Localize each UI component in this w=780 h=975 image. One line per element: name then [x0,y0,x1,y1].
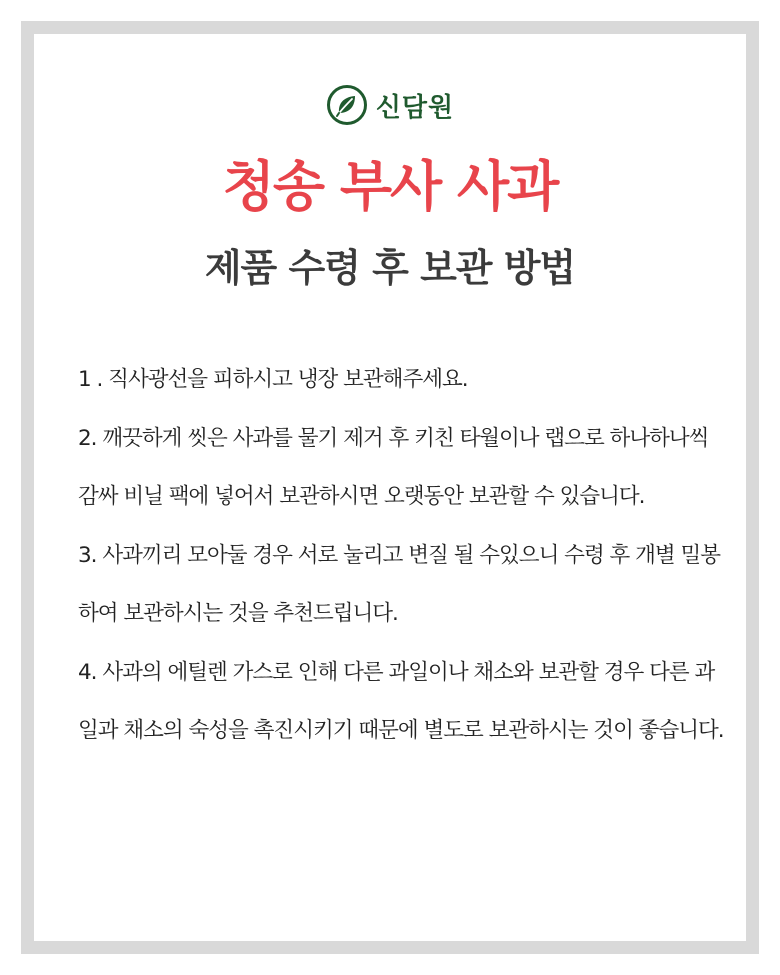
brand-name: 신담원 [375,92,455,123]
leaf-circle-icon [326,84,368,126]
instruction-item-2: 2. 깨끗하게 씻은 사과를 물기 제거 후 키친 타월이나 랩으로 하나하나씩 감싸 비닐 팩에 넣어서 보관하시면 오랫동안 보관할 수 있습니다. [78,425,709,509]
page-subtitle: 제품 수령 후 보관 방법 [204,246,576,290]
instruction-item-1: 1 . 직사광선을 피하시고 냉장 보관해주세요. [78,367,468,392]
instruction-item-3: 3. 사과끼리 모아둘 경우 서로 눌리고 변질 될 수있으니 수령 후 개별 밀봉하여 보관하시는 것을 추천드립니다. [78,542,721,626]
brand-logo [34,82,746,128]
storage-instructions [78,351,728,761]
instruction-item-4: 4. 사과의 에틸렌 가스로 인해 다른 과일이나 채소와 보관할 경우 다른 과일과 채소의 숙성을 촉진시키기 때문에 별도로 보관하시는 것이 좋습니다. [78,659,724,743]
page-title: 청송 부사 사과 [222,155,558,218]
card-frame [21,21,759,954]
